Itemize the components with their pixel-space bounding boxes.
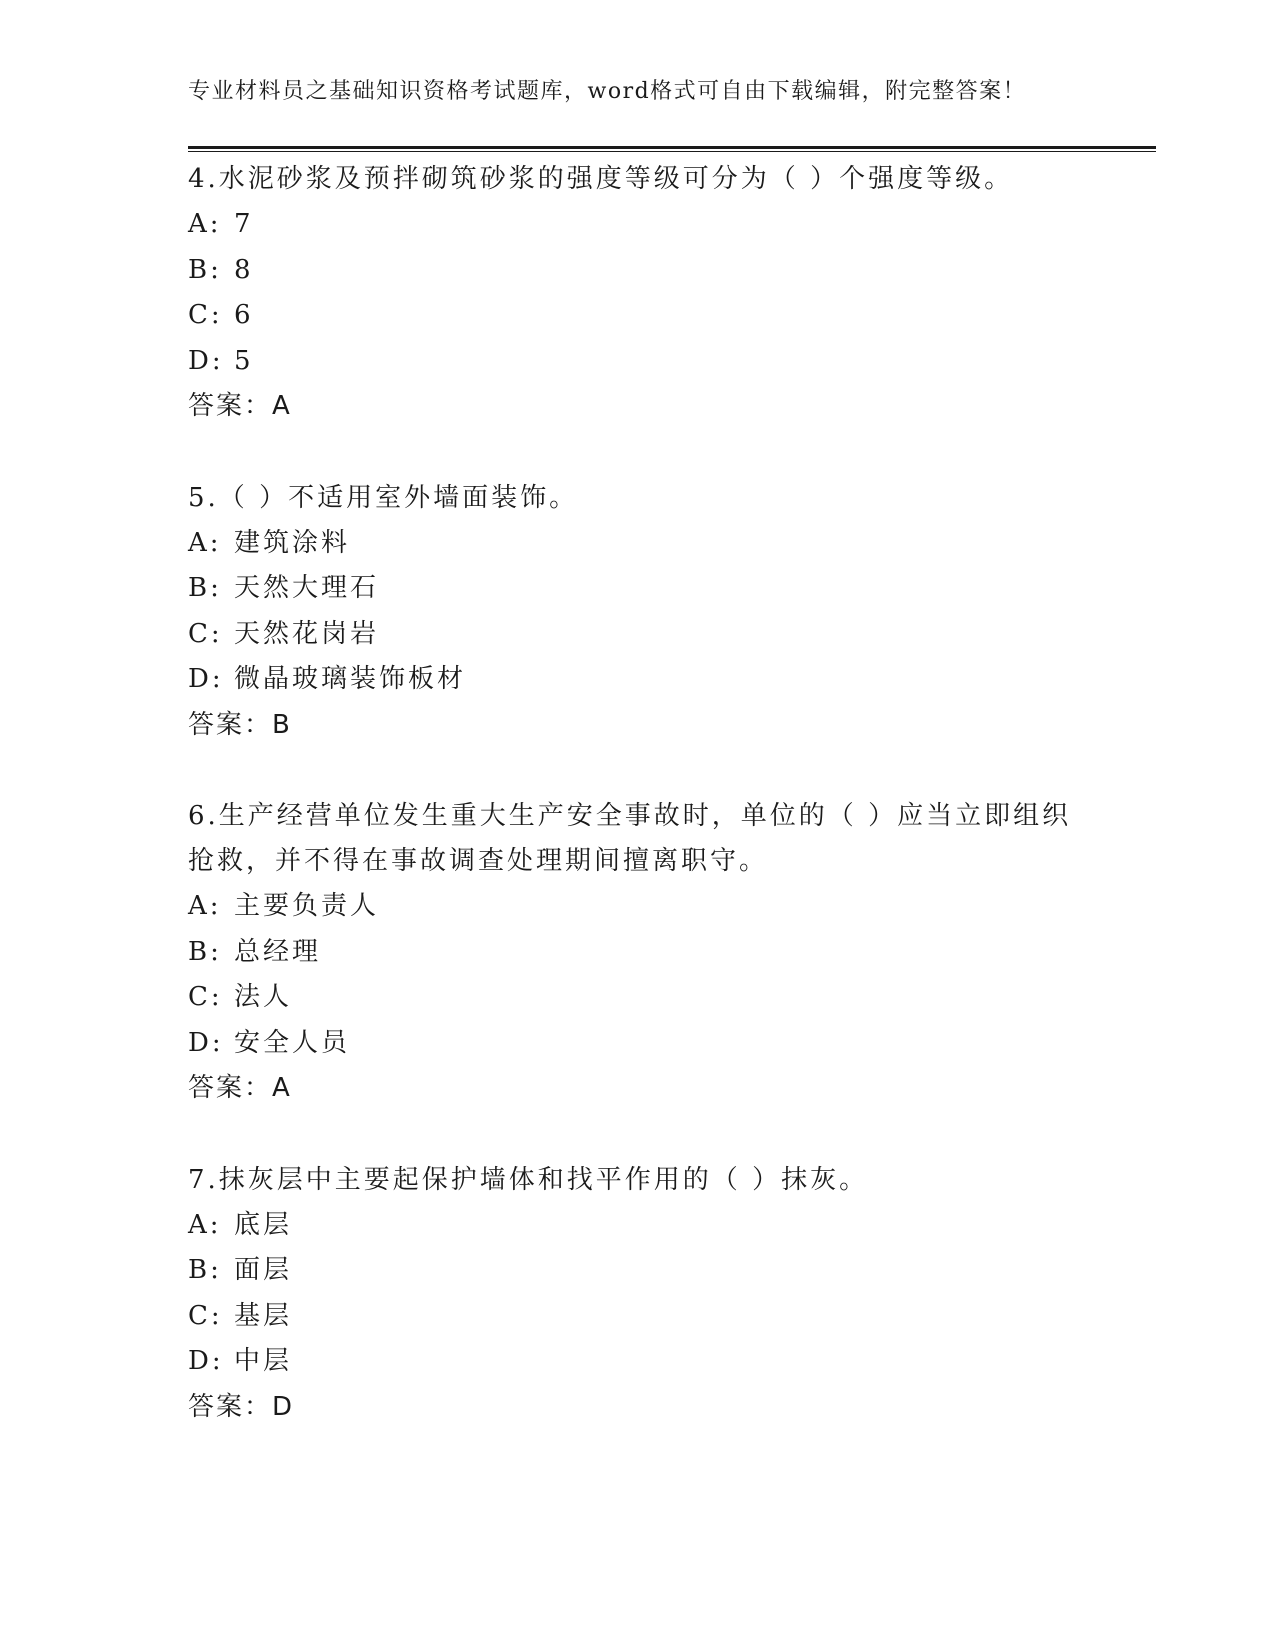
option-text: 主要负责人 xyxy=(234,891,380,921)
option-key: A: xyxy=(188,527,222,558)
option-key: B: xyxy=(188,573,222,603)
option-d xyxy=(188,1339,1088,1385)
option-text: 微晶玻璃装饰板材 xyxy=(234,664,467,694)
option-c xyxy=(188,293,1088,339)
question-text: 7.抹灰层中主要起保护墙体和找平作用的（ ）抹灰。 xyxy=(188,1164,869,1195)
page-header: 专业材料员之基础知识资格考试题库，word格式可自由下载编辑，附完整答案！ xyxy=(188,79,1027,104)
option-key: C: xyxy=(188,618,223,649)
option-text: 中层 xyxy=(234,1346,293,1376)
option-key: D: xyxy=(188,345,224,376)
option-key: B: xyxy=(188,254,222,285)
question-text: 6.生产经营单位发生重大生产安全事故时，单位的（ ）应当立即组织抢救，并不得在事故调查处理期间擅离职守。 xyxy=(188,801,1072,876)
option-c xyxy=(188,1294,1088,1340)
option-text: 天然大理石 xyxy=(234,573,380,603)
option-a xyxy=(188,884,1088,930)
option-text: 底层 xyxy=(234,1209,293,1240)
option-key: C: xyxy=(188,1300,223,1331)
option-b xyxy=(188,566,1088,612)
option-key: B: xyxy=(188,1255,222,1285)
option-a xyxy=(188,1203,1088,1249)
option-a xyxy=(188,202,1088,248)
option-text: 6 xyxy=(234,300,254,330)
question-text: 4.水泥砂浆及预拌砌筑砂浆的强度等级可分为（ ）个强度等级。 xyxy=(188,164,1014,194)
option-key: D: xyxy=(188,1027,224,1058)
option-b xyxy=(188,1248,1088,1294)
option-key: D: xyxy=(188,1346,224,1376)
answer-line: 答案：B xyxy=(188,709,292,740)
option-b xyxy=(188,248,1088,294)
option-text: 基层 xyxy=(234,1300,293,1331)
option-d xyxy=(188,1021,1088,1067)
option-d xyxy=(188,339,1088,385)
option-text: 7 xyxy=(234,209,254,239)
question-text: 5.（ ）不适用室外墙面装饰。 xyxy=(188,482,579,513)
question-6 xyxy=(188,794,1088,1112)
answer-line: 答案：A xyxy=(188,1073,292,1103)
option-key: A: xyxy=(188,1209,222,1240)
option-text: 法人 xyxy=(234,982,293,1012)
option-text: 8 xyxy=(234,254,254,285)
option-key: C: xyxy=(188,982,223,1012)
answer-line: 答案：A xyxy=(188,391,292,421)
option-key: D: xyxy=(188,664,224,694)
option-key: A: xyxy=(188,209,222,239)
option-key: C: xyxy=(188,300,223,330)
option-key: B: xyxy=(188,936,222,967)
question-list xyxy=(188,157,1088,1476)
question-5 xyxy=(188,476,1088,749)
option-text: 安全人员 xyxy=(234,1027,351,1058)
question-4 xyxy=(188,157,1088,430)
option-key: A: xyxy=(188,891,222,921)
option-a xyxy=(188,521,1088,567)
answer-line: 答案：D xyxy=(188,1391,295,1422)
question-7 xyxy=(188,1158,1088,1431)
option-text: 天然花岗岩 xyxy=(234,618,380,649)
option-b xyxy=(188,930,1088,976)
header-rule-thick xyxy=(188,146,1156,149)
option-text: 面层 xyxy=(234,1255,293,1285)
option-c xyxy=(188,975,1088,1021)
option-text: 建筑涂料 xyxy=(234,527,351,558)
header-rule-thin xyxy=(188,151,1156,152)
option-text: 总经理 xyxy=(234,936,322,967)
option-c xyxy=(188,612,1088,658)
option-d xyxy=(188,657,1088,703)
option-text: 5 xyxy=(234,345,254,376)
